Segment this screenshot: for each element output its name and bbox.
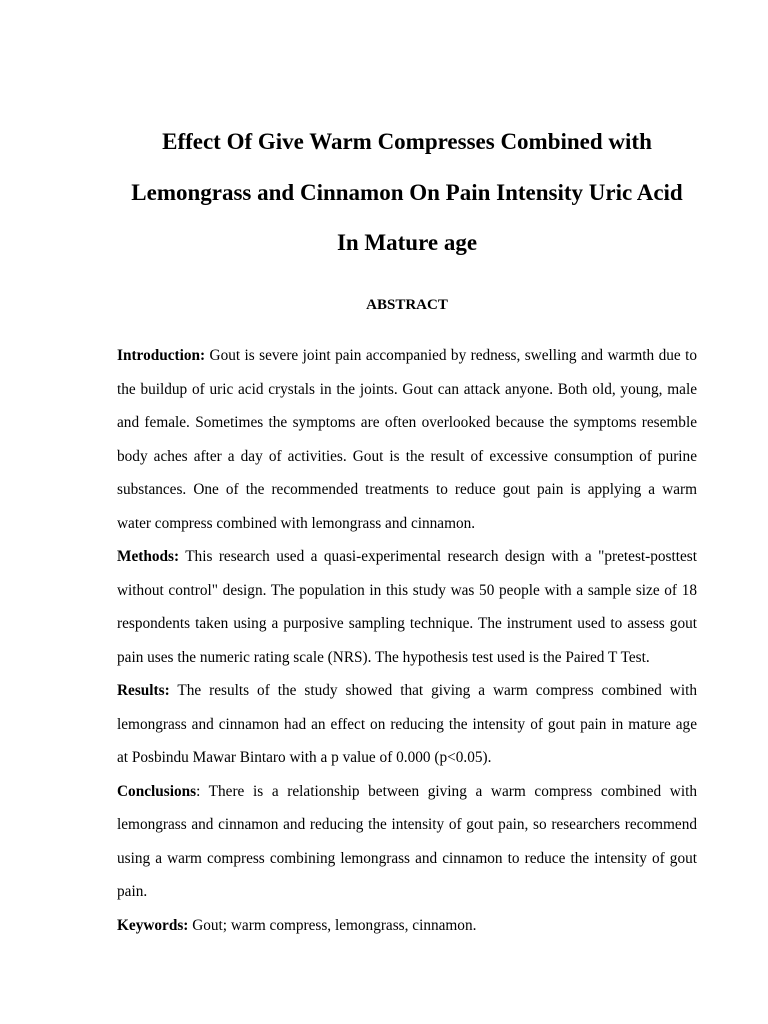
abstract-line: Methods: This research used a quasi-experimental research design with a "pretest-posttest [117, 548, 697, 565]
methods-paragraph [117, 540, 697, 674]
abstract-line: using a warm compress combining lemongrass and cinnamon to reduce the intensity of gout [117, 849, 697, 867]
title-line: Effect Of Give Warm Compresses Combined with [162, 129, 652, 154]
section-label-results: Results: [117, 682, 170, 699]
abstract-line: and female. Sometimes the symptoms are often overlooked because the symptoms resemble [117, 414, 697, 431]
abstract-line: pain. [117, 883, 148, 900]
title-line: Lemongrass and Cinnamon On Pain Intensity Uric Acid [131, 179, 683, 205]
abstract-line: Conclusions: There is a relationship between giving a warm compress combined with [117, 782, 697, 800]
abstract-line: at Posbindu Mawar Bintaro with a p value of 0.000 (p<0.05). [117, 749, 492, 766]
abstract-line: Keywords: Gout; warm compress, lemongrass, cinnamon. [117, 916, 477, 934]
introduction-paragraph [117, 339, 697, 540]
abstract-body [117, 339, 697, 942]
abstract-line: respondents taken using a purposive sampling technique. The instrument used to assess gout [117, 615, 697, 632]
abstract-line: lemongrass and cinnamon and reducing the intensity of gout pain, so researchers recommend [117, 816, 697, 833]
conclusions-paragraph [117, 775, 697, 909]
abstract-line: water compress combined with lemongrass and cinnamon. [117, 514, 476, 532]
section-label-introduction: Introduction: [117, 347, 206, 364]
section-label-conclusions: Conclusions [117, 782, 197, 800]
abstract-line: pain uses the numeric rating scale (NRS). The hypothesis test used is the Paired T Test. [117, 648, 650, 666]
keywords-paragraph [117, 909, 697, 943]
abstract-line: lemongrass and cinnamon had an effect on reducing the intensity of gout pain in mature age [117, 715, 697, 733]
abstract-line: Results: The results of the study showed that giving a warm compress combined with [117, 682, 697, 699]
section-label-keywords: Keywords: [117, 916, 189, 934]
abstract-line: body aches after a day of activities. Gout is the result of excessive consumption of purine [117, 447, 697, 465]
abstract-line: the buildup of uric acid crystals in the joints. Gout can attack anyone. Both old, young, male [117, 380, 697, 398]
section-label-methods: Methods: [117, 548, 180, 565]
abstract-line: Introduction: Gout is severe joint pain accompanied by redness, swelling and warmth due to [117, 347, 697, 364]
abstract-line: substances. One of the recommended treatments to reduce gout pain is applying a warm [117, 481, 697, 498]
results-paragraph [117, 674, 697, 775]
paper-title [117, 117, 697, 269]
title-line: In Mature age [336, 230, 478, 255]
abstract-heading: ABSTRACT [366, 297, 448, 313]
abstract-line: without control" design. The population in this study was 50 people with a sample size of 18 [117, 581, 697, 599]
